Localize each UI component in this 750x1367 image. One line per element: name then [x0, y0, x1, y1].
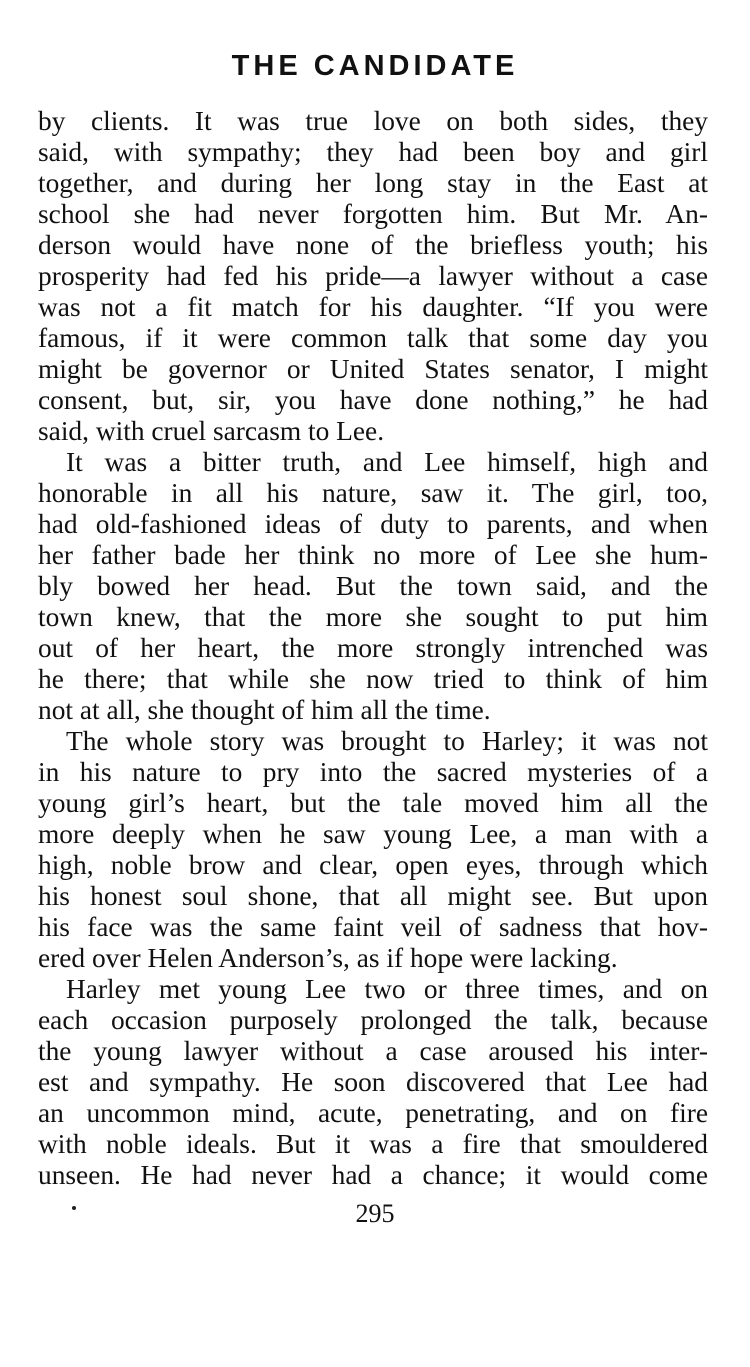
text-line: was not a fit match for his daughter. “If you were — [38, 292, 708, 322]
text-line: honorable in all his nature, saw it. The girl, too, — [38, 478, 708, 508]
paragraph — [38, 974, 708, 1191]
text-line: he there; that while she now tried to think of him — [38, 664, 708, 694]
text-line: school she had never forgotten him. But Mr. An- — [38, 199, 708, 229]
text-line: by clients. It was true love on both sides, they — [38, 106, 708, 136]
running-head: THE CANDIDATE — [231, 50, 519, 82]
text-line: high, noble brow and clear, open eyes, through which — [38, 850, 708, 880]
text-line: said, with cruel sarcasm to Lee. — [38, 416, 385, 446]
text-line: town knew, that the more she sought to put him — [38, 602, 708, 632]
text-line: had old-fashioned ideas of duty to parents, and when — [38, 509, 708, 539]
paragraph — [38, 726, 708, 974]
text-line: derson would have none of the briefless youth; his — [38, 230, 708, 260]
text-line: not at all, she thought of him all the time. — [38, 695, 491, 725]
text-line: her father bade her think no more of Lee she hum- — [38, 540, 708, 570]
text-line: ered over Helen Anderson’s, as if hope were lacking. — [38, 943, 618, 973]
text-line: his face was the same faint veil of sadness that hov- — [38, 912, 708, 942]
text-line: said, with sympathy; they had been boy and girl — [38, 137, 708, 167]
text-line: bly bowed her head. But the town said, and the — [38, 571, 708, 601]
text-line: together, and during her long stay in the East at — [38, 168, 708, 198]
text-line: consent, but, sir, you have done nothing,” he had — [38, 385, 708, 415]
text-line: in his nature to pry into the sacred mysteries of a — [38, 757, 708, 787]
text-line: young girl’s heart, but the tale moved him all the — [38, 788, 708, 818]
text-line: est and sympathy. He soon discovered that Lee had — [38, 1067, 708, 1097]
text-line: The whole story was brought to Harley; it was not — [66, 726, 708, 756]
body-text — [38, 106, 708, 1191]
text-line: an uncommon mind, acute, penetrating, and on fire — [38, 1098, 708, 1128]
text-line: with noble ideals. But it was a fire that smouldered — [38, 1129, 708, 1159]
page-number: 295 — [355, 1199, 395, 1228]
text-line: unseen. He had never had a chance; it would come — [38, 1160, 708, 1190]
text-line: each occasion purposely prolonged the talk, because — [38, 1005, 708, 1035]
text-line: the young lawyer without a case aroused his inter- — [38, 1036, 708, 1066]
paragraph — [38, 106, 708, 447]
text-line: Harley met young Lee two or three times, and on — [66, 974, 708, 1004]
text-line: more deeply when he saw young Lee, a man with a — [38, 819, 708, 849]
text-line: famous, if it were common talk that some day you — [38, 323, 708, 353]
text-line: prosperity had fed his pride—a lawyer without a case — [38, 261, 708, 291]
text-line: out of her heart, the more strongly intrenched was — [38, 633, 708, 663]
text-line: his honest soul shone, that all might see. But upon — [38, 881, 708, 911]
paragraph — [38, 447, 708, 726]
text-line: might be governor or United States senator, I might — [38, 354, 708, 384]
text-line: It was a bitter truth, and Lee himself, high and — [66, 447, 708, 477]
